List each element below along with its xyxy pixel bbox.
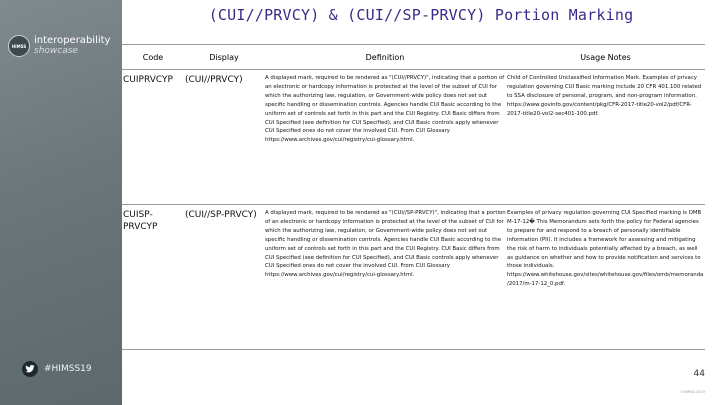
portion-marking-table	[122, 44, 705, 350]
logo-text	[34, 36, 110, 56]
cell-code: CUISP-PRVCYP	[122, 205, 184, 350]
cell-display: (CUI//PRVCY)	[184, 70, 264, 205]
cell-code: CUIPRVCYP	[122, 70, 184, 205]
page-title: (CUI//PRVCY) & (CUI//SP-PRVCY) Portion Marking	[208, 6, 634, 24]
page-number: 44	[693, 369, 705, 379]
table-row	[122, 70, 705, 205]
cell-display: (CUI//SP-PRVCY)	[184, 205, 264, 350]
hashtag-block	[22, 361, 92, 377]
himss-badge-icon	[8, 35, 30, 57]
header-code: Code	[122, 45, 184, 70]
hashtag-text: #HIMSS19	[44, 364, 92, 374]
logo-line-1: interoperability	[34, 35, 111, 46]
logo-line-2: showcase	[34, 46, 78, 56]
cell-usage-notes: Examples of privacy regulation governing CUI Specified marking is OMB M-17-12� This Memorandum sets forth the policy for Federal agencies to prepare for and respond to a breach of personally identifiable information (PII). It includes a framework for assessing and mitigating the risk of harm to individuals potentially affected by a breach, as well as guidance on whether and how to provide notification and services to those individuals. https://www.whitehouse.gov/sites/whitehouse.gov/files/omb/memoranda/2017/m-17-12_0.pdf.	[506, 205, 705, 350]
header-definition: Definition	[264, 45, 506, 70]
himss-logo	[8, 35, 110, 57]
cell-usage-notes: Child of Controlled Unclassified Information Mark. Examples of privacy regulation governing CUI Basic marking include 20 CFR 401.100 related to SSA disclosure of personal, program, and non-program information. https://www.govinfo.gov/content/pkg/CFR-2017-title20-vol2/pdf/CFR-2017-title20-vol2-sec401-100.pdf.	[506, 70, 705, 205]
table-row	[122, 205, 705, 350]
cell-definition: A displayed mark, required to be rendered as "(CUI//SP-PRVCY)", indicating that a portion of an electronic or hardcopy information is protected at the level of the subset of CUI for which the authorizing law, regulation, or Government-wide policy does not set out specific handling or dissemination controls. Agencies handle CUI Basic according to the uniform set of controls set forth in this part and the CUI Registry. CUI Basic differs from CUI Specified (see definition for CUI Specified), and CUI Basic controls apply whenever CUI Specified ones do not cover the involved CUI. From CUI Glossary https://www.archives.gov/cui/registry/cui-glossary.html.	[264, 205, 506, 350]
sidebar-panel	[0, 0, 122, 405]
header-usage-notes: Usage Notes	[506, 45, 705, 70]
logo-badge-text: HIMSS	[11, 43, 27, 49]
cell-definition: A displayed mark, required to be rendered as "(CUI//PRVCY)", indicating that a portion of an electronic or hardcopy information is protected at the level of the subset of CUI for which the authorizing law, regulation, or Government-wide policy does not set out specific handling or dissemination controls. Agencies handle CUI Basic according to the uniform set of controls set forth in this part and the CUI Registry. CUI Basic differs from CUI Specified (see definition for CUI Specified), and CUI Basic controls apply whenever CUI Specified ones do not cover the involved CUI. From CUI Glossary https://www.archives.gov/cui/registry/cui-glossary.html.	[264, 70, 506, 205]
twitter-icon	[22, 361, 38, 377]
header-display: Display	[184, 45, 264, 70]
table-header-row	[122, 45, 705, 70]
footer-copyright: ©HIMSS 2019	[680, 390, 705, 394]
